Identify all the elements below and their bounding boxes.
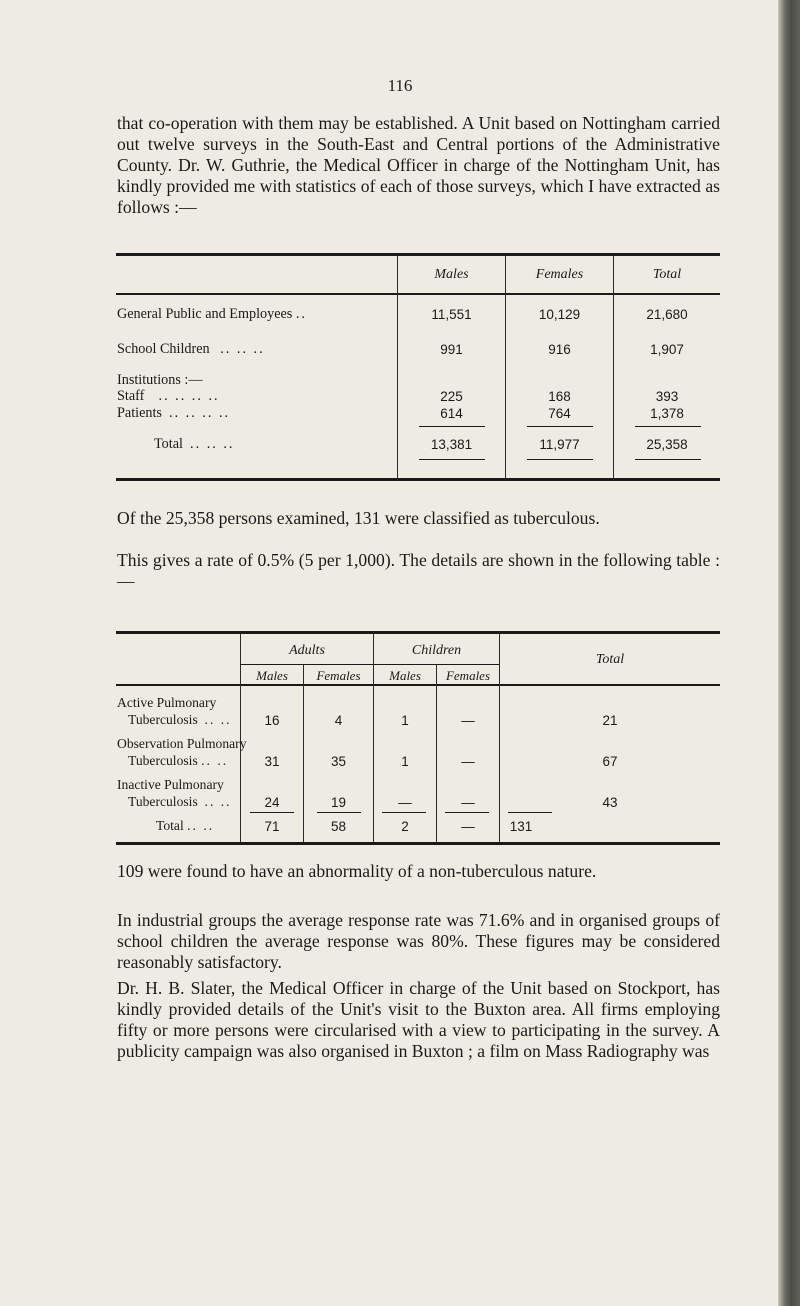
row-label-total: Total .. .. ..: [154, 436, 235, 452]
table-cell: —: [461, 819, 475, 834]
table-cell: —: [461, 713, 475, 728]
table-cell: 19: [330, 795, 347, 810]
table-cell: 916: [548, 342, 571, 357]
page-number: 116: [387, 76, 413, 95]
group-header-children: Children: [411, 643, 462, 658]
paragraph-tuberculous-count: Of the 25,358 persons examined, 131 were classified as tuberculous.: [117, 508, 600, 528]
tuberculosis-classification-table: [116, 631, 720, 845]
column-header-males: Males: [434, 267, 469, 282]
sub-header-child-males: Males: [389, 668, 421, 683]
paragraph-intro: that co-operation with them may be established. A Unit based on Nottingham carried out twelve surveys in the South-East and Central portions of the Administrative County. Dr. W. Guthrie, the Medical Officer in charge of the Nottingham Unit, has kindly provided me with statistics of each of those surveys, which I have extracted as follows :—: [117, 113, 720, 217]
table-cell: —: [461, 754, 475, 769]
group-header-adults: Adults: [289, 643, 325, 658]
table-cell: 1,378: [650, 406, 684, 421]
table-cell: 58: [330, 819, 347, 834]
table-cell: 1: [401, 713, 409, 728]
row-label: General Public and Employees ..: [117, 306, 307, 322]
table-cell: 31: [264, 754, 280, 769]
table-cell: 11,551: [431, 307, 472, 322]
column-header-females: Females: [535, 267, 584, 282]
table-cell: 4: [334, 713, 343, 728]
sub-header-child-females: Females: [445, 668, 491, 683]
table-cell: 1: [401, 754, 409, 769]
row-label-total: Total .. ..: [156, 818, 215, 833]
table-cell: 67: [602, 754, 618, 769]
paragraph-stockport-unit: Dr. H. B. Slater, the Medical Officer in charge of the Unit based on Stockport, has kindly provided details of the Unit's visit to the Buxton area. All firms employing fifty or more persons were circularised with a view to participating in the survey. A publicity campaign was also organised in Buxton ; a film on Mass Radiography was: [117, 978, 720, 1061]
paragraph-response-rates: In industrial groups the average response rate was 71.6% and in organised groups of school children the average response was 80%. These figures may be considered reasonably satisfactory.: [117, 910, 720, 972]
row-label: Active Pulmonary: [117, 695, 217, 710]
survey-statistics-table: [116, 253, 720, 481]
table-cell: 393: [655, 389, 679, 404]
paragraph-rate: This gives a rate of 0.5% (5 per 1,000). The details are shown in the following table :—: [117, 550, 720, 591]
sub-header-adult-females: Females: [316, 668, 361, 683]
table-cell: 21,680: [646, 307, 688, 322]
row-group-label: Institutions :—: [117, 372, 203, 388]
table-cell: 21: [602, 713, 618, 728]
page-edge: [778, 0, 800, 1306]
table-cell: 16: [264, 713, 280, 728]
table-cell: 10,129: [538, 307, 581, 322]
table-cell: 2: [401, 819, 409, 834]
row-label: Inactive Pulmonary: [117, 777, 224, 792]
table-cell: 24: [264, 795, 280, 810]
table-cell: 764: [548, 406, 571, 421]
row-label: Patients .. .. .. ..: [117, 405, 231, 421]
row-label: Staff .. .. .. ..: [117, 388, 220, 404]
table-cell: 1,907: [650, 342, 684, 357]
row-label: Tuberculosis .. ..: [128, 753, 229, 768]
row-label: Tuberculosis .. ..: [128, 794, 232, 809]
table-cell: 13,381: [430, 437, 473, 452]
table-cell: 168: [548, 389, 571, 404]
table-cell: —: [461, 795, 475, 810]
column-header-total: Total: [652, 267, 682, 282]
paragraph-non-tuberculous: 109 were found to have an abnormality of a non-tuberculous nature.: [117, 861, 597, 881]
row-label: Observation Pulmonary: [117, 736, 247, 751]
row-label: Tuberculosis .. ..: [128, 712, 232, 727]
table-cell: 131: [509, 819, 533, 834]
table-cell: 991: [440, 342, 463, 357]
row-label: School Children .. .. ..: [117, 341, 265, 357]
table-cell: 71: [264, 819, 280, 834]
table-cell: 35: [330, 754, 347, 769]
sub-header-adult-males: Males: [256, 668, 288, 683]
table-cell: 225: [440, 389, 463, 404]
table-cell: 43: [602, 795, 618, 810]
table-cell: 11,977: [539, 437, 580, 452]
column-header-total: Total: [595, 652, 625, 667]
table-cell: 25,358: [646, 437, 688, 452]
table-cell: 614: [440, 406, 463, 421]
table-cell: —: [398, 795, 412, 810]
